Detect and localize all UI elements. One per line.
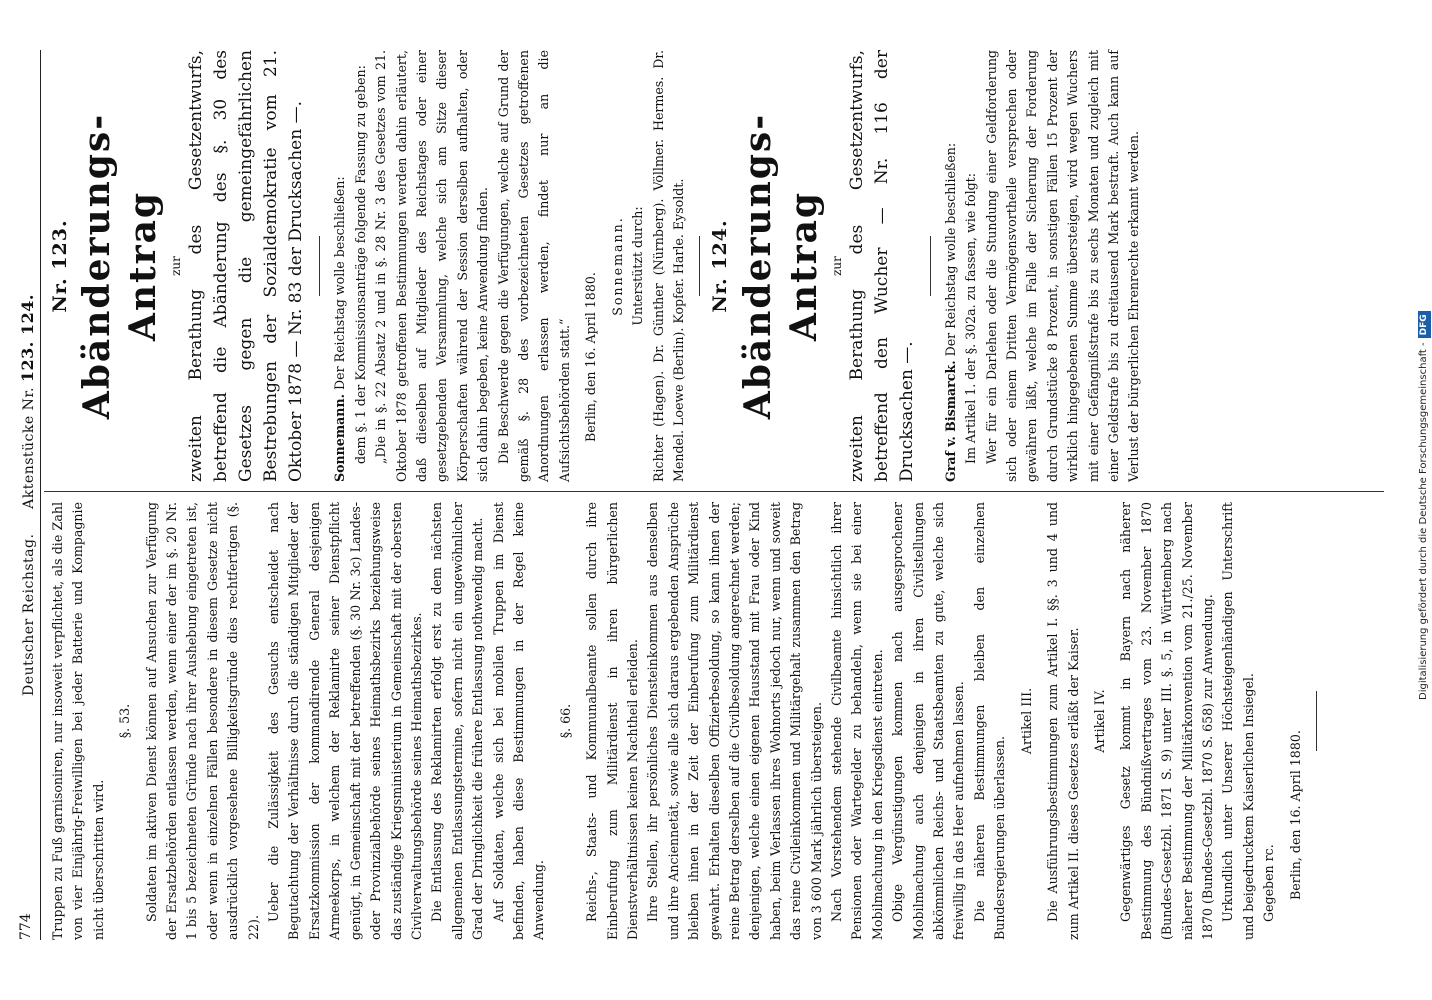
- signature: Sonnemann.: [609, 216, 625, 316]
- paragraph: Ihre Stellen, ihr persönliches Diensteinkommen aus denselben und ihre Anciennetät, sowie alle sich daraus ergebenden Ansprüche bleiben ihnen in der Zeit der Einberufung zum Militärdienst gewahrt. Erhalten dieselben Offizierbesoldung, so kann ihnen der reine Betrag derselben auf die Civilbesoldung angerechnet werden; denjenigen, welche einen eigenen Hausstand mit Frau oder Kind haben, beim Verlassen ihres Wohnorts jedoch nur, wenn und soweit das reine Civileinkommen und Militärgehalt zusammen den Betrag von 3 600 Mark jährlich übersteigen.: [645, 502, 824, 940]
- motion-text: Der Reichstag wolle beschließen:: [942, 142, 958, 357]
- mover-name: Graf v. Bismarck.: [942, 360, 958, 482]
- paragraph: [941, 50, 961, 482]
- article-heading: Artikel III.: [1018, 687, 1034, 755]
- header-title-numbers: 123. 124.: [18, 294, 37, 383]
- motion-text: Der Reichstag wolle beschließen:: [332, 176, 348, 390]
- date-line: Berlin, den 16. April 1880.: [583, 272, 599, 442]
- supporter-list: Richter (Hagen). Dr. Günther (Nürnberg). Völlmer. Hermes. Dr. Mendel. Loewe (Berlin). Kopfer. Harle. Eysoldt.: [650, 50, 686, 482]
- paragraph: Ueber die Zulässigkeit des Gesuchs entscheidet nach Begutachtung der Verhältnisse durch die ständigen Mitglieder der Ersatzkommission der kommandirende General desjenigen Armeekorps, in welchem der Reklamirte seiner Dienstpflicht genügt, in Gemeinschaft mit der betreffenden (§. 30 Nr. 3c) Landes- oder Provinzialbehörde seines Heimathsbezirks beziehungsweise das zuständige Kriegsministerium in Gemeinschaft mit der obersten Civilverwaltungsbehörde seines Heimathsbezirkes.: [266, 502, 424, 940]
- left-column: [48, 502, 1327, 940]
- page-number: 774: [18, 913, 34, 940]
- paragraph: Truppen zu Fuß garnisoniren, nur insoweit verpflichtet, als die Zahl von vier Einjährig-Freiwilligen bei jeder Batterie und Kompagnie nicht überschritten wird.: [50, 502, 106, 940]
- dfg-logo: DFG: [1418, 311, 1431, 338]
- paragraph: Soldaten im aktiven Dienst können auf Ansuchen zur Verfügung der Ersatzbehörden entlassen werden, wenn einer der im §. 20 Nr. 1 bis 5 bezeichneten Gründe nach ihrer Aushebung eingetreten ist, oder wenn in einzelnen Fällen besondere in diesem Gesetze nicht ausdrücklich vorgesehene Billigkeitsgründe dies rechtfertigen (§. 22).: [143, 502, 261, 940]
- separator-rule: [319, 236, 320, 296]
- paragraph: „Die in §. 22 Absatz 2 und in §. 28 Nr. 3 des Gesetzes vom 21. Oktober 1878 getroffenen Bestimmungen werden dahin erläutert, daß dieselben auf Mitglieder des Reichstages oder einer gesetzgebenden Versammlung, welche sich am Sitze dieser Körperschaften während der Session derselben aufhalten, oder sich dahin begeben, keine Anwendung finden.: [373, 50, 491, 482]
- section-heading: §. 53.: [117, 703, 133, 739]
- paragraph: Gegenwärtiges Gesetz kommt in Bayern nach näherer Bestimmung des Bündnißvertrages vom 23. November 1870 (Bundes-Gesetzbl. 1871 S. 9) unter III. §. 5, in Württemberg nach näherer Bestimmung der Militärkonvention vom 21./25. November 1870 (Bundes-Gesetzbl. 1870 S. 658) zur Anwendung.: [1118, 502, 1215, 940]
- paragraph: Wer für ein Darlehen oder die Stundung einer Geldforderung sich oder einem Dritten Vermögensvortheile versprechen oder gewähren läßt, welche im Falle der Sicherung der Forderung durch Grundstücke 8 Prozent, in sonstigen Fällen 15 Prozent der wirklich hingegebenen Summe übersteigen, wird wegen Wuchers mit einer Gefängnißstrafe bis zu sechs Monaten und zugleich mit einer Geldstrafe bis zu dreitausend Mark bestraft. Auch kann auf Verlust der bürgerlichen Ehrenrechte erkannt werden.: [983, 50, 1142, 482]
- paragraph: Reichs-, Staats- und Kommunalbeamte sollen durch ihre Einberufung zum Militärdienst in ihren bürgerlichen Dienstverhältnissen keinen Nachtheil erleiden.: [584, 502, 640, 940]
- paragraph: [330, 50, 350, 482]
- document-number: Nr. 124.: [709, 219, 732, 313]
- date-line: Berlin, den 16. April 1880.: [1287, 730, 1303, 900]
- motion-heading: Abänderungs-Antrag: [76, 112, 165, 420]
- rotated-page-content: [0, 30, 1400, 970]
- motion-subject: zweiten Berathung des Gesetzentwurfs, betreffend den Wucher — Nr. 116 der Drucksachen —.: [846, 50, 917, 482]
- paragraph: dem §. 1 der Kommissionsanträge folgende Fassung zu geben:: [352, 65, 368, 464]
- paragraph: Nach Vorstehendem stehende Civilbeamte hinsichtlich ihrer Pensionen oder Wartegelder zu behandeln, wenn sie bei einer Mobilmachung in den Kriegsdienst eintreten.: [829, 502, 885, 940]
- paragraph: Im Artikel 1. der §. 302a. zu fassen, wie folgt:: [963, 173, 979, 464]
- watermark-text: [1416, 0, 1432, 700]
- separator-rule: [1316, 691, 1317, 751]
- paragraph: Urkundlich unter Unserer Höchsteigenhändigen Unterschrift und beigedrucktem Kaiserlichen Insiegel.: [1220, 502, 1256, 940]
- right-column: [48, 50, 1145, 482]
- dfg-watermark: [1415, 0, 1431, 1000]
- section-heading: §. 66.: [557, 703, 573, 739]
- header-title-mid: Aktenstücke Nr.: [21, 387, 37, 509]
- paragraph: Gegeben rc.: [1261, 844, 1277, 922]
- header-title: [18, 50, 37, 940]
- separator-rule: [930, 236, 931, 296]
- running-header: [16, 50, 41, 940]
- paragraph: Auf Soldaten, welche sich bei mobilen Truppen im Dienst befinden, haben diese Bestimmungen in der Regel keine Anwendung.: [490, 502, 547, 940]
- paragraph: Die Entlassung des Reklamirten erfolgt erst zu dem nächsten allgemeinen Entlassungstermine, sofern nicht ein ungewöhnlicher Grad der Dringlichkeit die frühere Entlassung nothwendig macht.: [429, 502, 486, 940]
- paragraph: Die näheren Bestimmungen bleiben den einzelnen Bundesregierungen überlassen.: [971, 502, 1008, 940]
- paragraph: Die Ausführungsbestimmungen zum Artikel I. §§. 3 und 4 und zum Artikel II. dieses Gesetzes erläßt der Kaiser.: [1045, 502, 1081, 940]
- supported-label: Unterstützt durch:: [630, 206, 646, 326]
- paragraph: Die Beschwerde gegen die Verfügungen, welche auf Grund der gemäß §. 28 des vorbezeichneten Gesetzes getroffenen Anordnungen erlassen werden, findet nur an die Aufsichtsbehörden statt.“: [495, 50, 572, 482]
- watermark-caption: Digitalisierung gefördert durch die Deutsche Forschungsgemeinschaft -: [1418, 342, 1429, 700]
- motion-subject: zweiten Berathung des Gesetzentwurfs, betreffend die Abänderung des §. 30 des Gesetzes gegen die gemeingefährlichen Bestrebungen der Sozialdemokratie vom 21. Oktober 1878 — Nr. 83 der Drucksachen —.: [186, 50, 307, 482]
- column-divider: [44, 491, 1384, 492]
- separator-rule: [699, 236, 700, 296]
- header-title-prefix: Deutscher Reichstag.: [21, 533, 37, 696]
- zur-label: zur: [829, 256, 844, 276]
- article-heading: Artikel IV.: [1091, 689, 1107, 753]
- motion-heading: Abänderungs-Antrag: [736, 112, 825, 420]
- document-number: Nr. 123.: [49, 219, 71, 313]
- paragraph: Obige Vergünstigungen kommen nach ausgesprochener Mobilmachung auch denjenigen in ihren Civilstellungen abkömmlichen Reichs- und Staatsbeamten zu gute, welche sich freiwillig in das Heer aufnehmen lassen.: [890, 502, 967, 940]
- zur-label: zur: [169, 256, 184, 276]
- mover-name: Sonnemann.: [332, 393, 348, 482]
